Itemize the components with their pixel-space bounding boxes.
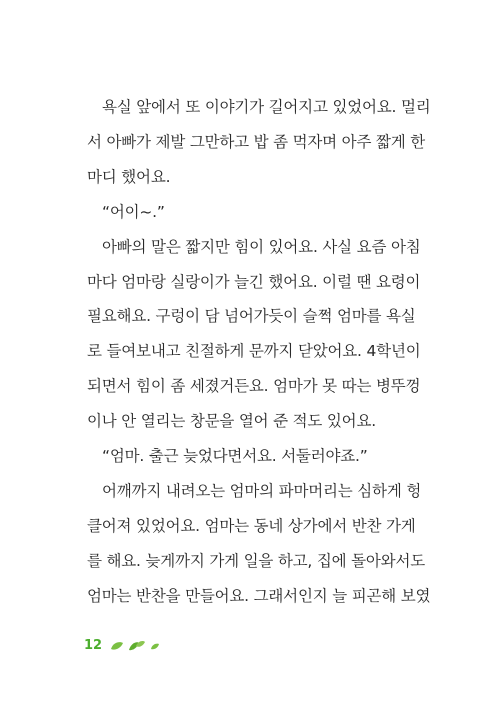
text-line: 서 아빠가 제발 그만하고 밥 좀 먹자며 아주 짧게 한 (87, 133, 426, 151)
text-line: 엄마는 반찬을 만들어요. 그래서인지 늘 피곤해 보였 (87, 587, 431, 605)
text-line: 필요해요. 구렁이 담 넘어가듯이 슬쩍 엄마를 욕실 (87, 307, 416, 325)
text-line: 마디 했어요. (87, 168, 171, 186)
text-line: 로 들여보내고 친절하게 문까지 닫았어요. 4학년이 (87, 342, 421, 360)
dialogue-line: “엄마. 출근 늦었다면서요. 서둘러야죠.” (102, 447, 368, 465)
text-line: 마다 엄마랑 실랑이가 늘긴 했어요. 이럴 땐 요령이 (87, 273, 421, 291)
page-number: 12 (84, 638, 103, 653)
leaf-icon (150, 642, 160, 650)
text-line: 아빠의 말은 짧지만 힘이 있어요. 사실 요즘 아침 (102, 238, 421, 256)
text-line: 클어져 있었어요. 엄마는 동네 상가에서 반찬 가게 (87, 517, 416, 535)
text-line: 어깨까지 내려오는 엄마의 파마머리는 심하게 헝 (102, 482, 422, 500)
page-footer (84, 638, 160, 653)
text-line: 되면서 힘이 좀 세졌거든요. 엄마가 못 따는 병뚜껑 (87, 377, 421, 395)
leaf-ornament (110, 640, 160, 652)
dialogue-line: “어이~.” (102, 203, 165, 221)
text-line: 욕실 앞에서 또 이야기가 길어지고 있었어요. 멀리 (102, 98, 431, 116)
text-line: 이나 안 열리는 창문을 열어 준 적도 있어요. (87, 412, 376, 430)
leaf-icon (110, 641, 124, 651)
leaf-cluster-icon (128, 640, 146, 652)
text-line: 를 해요. 늦게까지 가게 일을 하고, 집에 돌아와서도 (87, 552, 426, 570)
